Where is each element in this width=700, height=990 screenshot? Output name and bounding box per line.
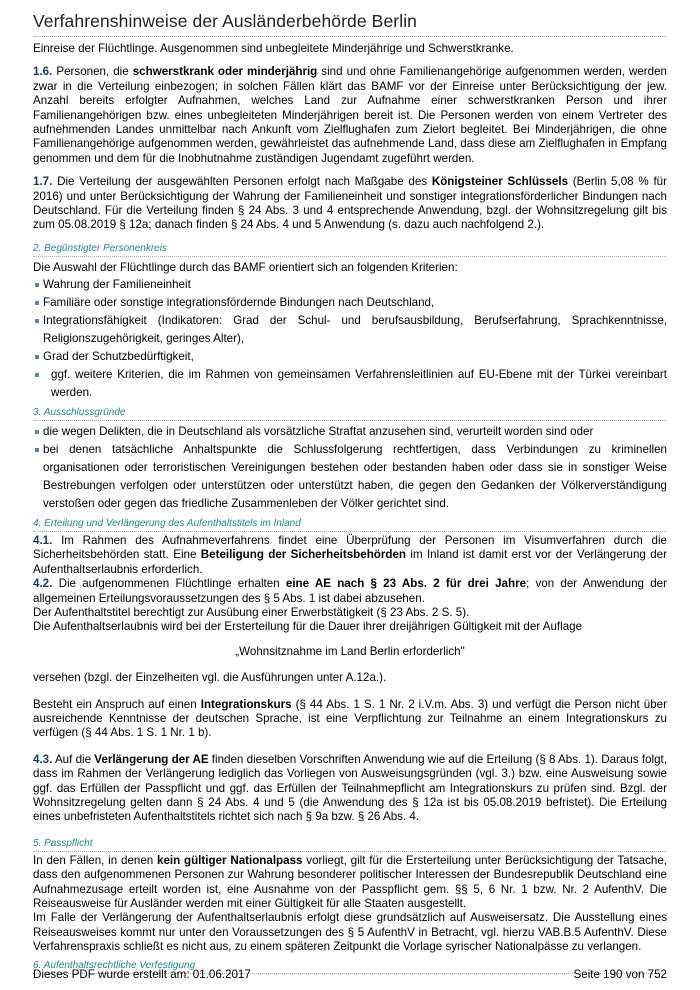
paragraph-1-6 — [33, 65, 667, 166]
text-run: Die aufgenommenen Flüchtlinge erhalten — [52, 577, 286, 591]
section-heading-5: 5. Passpflicht — [33, 837, 667, 852]
text-run: (§ 44 Abs. 1 S. 1 Nr. 2 i.V.m. Abs. 3) und verfügt die Person nicht über ausreichende Kenntnisse der deutschen Sprache, ist eine Verpflichtung zur Teilnahme an einem Integrationskurs zu verfügen (§ 44 Abs. 1 S. 1 Nr. 1 b). — [33, 697, 667, 740]
bold-run: Integrationskurs — [200, 697, 292, 711]
bold-run: schwerstkrank oder minderjährig — [132, 65, 318, 79]
bold-run: Beteiligung der Sicherheitsbehörden — [200, 548, 406, 562]
list-item: bei denen tatsächliche Anhaltspunkte die Schlussfolgerung rechtfertigen, dass Verbindungen zu kriminellen organisationen oder terroristischen Vereinigungen bestehen oder bestanden haben oder dass sie in sonstiger Weise Bestrebungen verfolgen oder unterstützen oder unterstützt haben, die gegen den Gedanken der Völkerverständigung verstoßen oder gegen das friedliche Zusammenleben der Völker gerichtet sind. — [33, 441, 667, 513]
list-item: die wegen Delikten, die in Deutschland als vorsätzliche Straftat anzusehen sind, verurteilt worden sind oder — [33, 423, 667, 441]
list-item: Integrationsfähigkeit (Indikatoren: Grad der Schul- und berufsausbildung, Berufserfahrung, Sprachkenntnisse, Religionszugehörigkeit, geringes Alter), — [33, 312, 667, 348]
text-run: (Berlin 5,08 % für 2016) und unter Berücksichtigung der Wahrung der Familieneinheit und sonstiger integrationsförderlicher Bindungen nach Deutschland. Für die Verteilung finden § 24 Abs. 3 und 4 entsprechende Anwendung, bzgl. der Wohnsitzregelung gilt bis zum 05.08.2019 § 12a; danach finden § 24 Abs. 4 und 5 Anwendung (s. dazu auch nachfolgend 2.). — [33, 175, 667, 232]
text-run: Im Rahmen des Aufnahmeverfahrens findet eine Überprüfung der Personen im Visumverfahren durch die Sicherheitsbehörden statt. Eine — [33, 533, 667, 562]
section-heading-2: 2. Begünstigter Personenkreis — [33, 242, 667, 257]
section-heading-4: 4. Erteilung und Verlängerung des Aufenthaltstitels im Inland — [33, 517, 667, 532]
text-run: vorliegt, gilt für die Ersterteilung unter Berücksichtigung der Tatsache, dass den aufgenommenen Personen zur Wahrung besonderer politischer Interessen der Bundesrepublik Deutschland eine Aufnahmezusage erteilt worden ist, eine Ausnahme von der Passpflicht gem. §§ 5, 6 Nr. 1 bzw. Nr. 2 AufenthV. Die Reiseausweise für Ausländer werden mit einer Gültigkeit für alle Staaten ausgestellt. — [33, 853, 667, 910]
intro-paragraph: Einreise der Flüchtlinge. Ausgenommen sind unbegleitete Minderjährige und Schwerstkranke. — [33, 42, 514, 55]
bold-run: Königsteiner Schlüssels — [431, 175, 569, 189]
list-item: Familiäre oder sonstige integrationsfördernde Bindungen nach Deutschland, — [33, 294, 667, 312]
integration-course-paragraph — [33, 698, 667, 741]
paragraph-number: 1.7. — [33, 175, 53, 189]
passport-paragraph-1 — [33, 854, 667, 912]
page-number: Seite 190 von 752 — [573, 968, 667, 981]
bold-run: Verlängerung der AE — [94, 752, 209, 766]
paragraph-4-2 — [33, 577, 667, 606]
document-body — [33, 42, 667, 976]
text-run: sind und ohne Familienangehörige aufgenommen werden, werden zwar in die Verteilung einbezogen; in solchen Fällen klärt das BAMF vor der Einreise unter Berücksichtigung der jew. Anzahl bereits erfolgter Aufnahmen, welches Land zur Aufnahme einer schwerstkranken Person und ihrer Familienangehörigen bzw. eines unbegleiteten Minderjährigen bereit ist. Die Personen werden von einem Vertreter des aufnehmenden Landes unmittelbar nach Ankunft vom Zielflughafen zum Zielort begleitet. Bei Minderjährigen, die ohne Familienangehörige aufgenommen werden, gewährleistet das aufnehmende Land, dass diese am Zielflughafen in Empfang genommen und dem für die Inobhutnahme zuständigen Jugendamt zugeführt werden. — [33, 65, 667, 165]
text-run: Auf die — [52, 752, 95, 766]
section-2-lead: Die Auswahl der Flüchtlinge durch das BAMF orientiert sich an folgenden Kriterien: — [33, 260, 458, 274]
list-item: Grad der Schutzbedürftigkeit, — [33, 348, 667, 366]
text-run: Besteht ein Anspruch auf einen — [33, 697, 201, 711]
criteria-list — [33, 276, 667, 402]
list-item: ggf. weitere Kriterien, die im Rahmen von gemeinsamen Verfahrensleitlinien auf EU-Ebene mit der Türkei vereinbart werden. — [33, 366, 667, 402]
work-permission-line: Der Aufenthaltstitel berechtigt zur Ausübung einer Erwerbstätigkeit (§ 23 Abs. 2 S. 5). — [33, 605, 470, 619]
paragraph-4-3 — [33, 753, 667, 825]
paragraph-number: 4.3. — [33, 752, 53, 766]
page-title: Verfahrenshinweise der Ausländerbehörde Berlin — [33, 11, 418, 31]
pdf-created-date: Dieses PDF wurde erstellt am: 01.06.2017 — [33, 968, 251, 981]
text-run: finden dieselben Vorschriften Anwendung wie auf die Erteilung (§ 8 Abs. 1). Daraus folgt, dass im Rahmen der Verlängerung lediglich das Vorliegen von Ausweisungsgründen (vgl. 3.) bzw. eine Ausweisung sowie ggf. das Erfüllen der Passpflicht und ggf. das Erfüllen der Teilnahmepflicht am Integrationskurs zu prüfen sind. Bzgl. der Wohnsitzregelung gelten dann § 24 Abs. 4 und 5 (die Anwendung des § 12a ist bis 05.08.2019 befristet). Die Erteilung eines unbefristeten Aufenthaltstitels richtet sich nach § 9a bzw. § 26 Abs. 4. — [33, 752, 667, 824]
text-run: Personen, die — [52, 65, 133, 79]
paragraph-4-1 — [33, 534, 667, 577]
residence-requirement-quote: „Wohnsitznahme im Land Berlin erforderlich" — [235, 644, 465, 658]
exclusion-list — [33, 423, 667, 513]
text-run: Die Verteilung der ausgewählten Personen erfolgt nach Maßgabe des — [52, 175, 432, 189]
residence-condition-line: Die Aufenthaltserlaubnis wird bei der Ersterteilung für die Dauer ihrer dreijährigen Gültigkeit mit der Auflage — [33, 620, 583, 634]
paragraph-1-7 — [33, 175, 667, 233]
list-item: Wahrung der Familieneinheit — [33, 276, 667, 294]
text-run: In den Fällen, in denen — [33, 853, 158, 867]
paragraph-number: 4.2. — [33, 577, 53, 591]
section-heading-6: 6. Aufenthaltsrechtliche Verfestigung — [33, 959, 667, 974]
paragraph-number: 1.6. — [33, 65, 53, 79]
bold-run: eine AE nach § 23 Abs. 2 für drei Jahre — [285, 577, 527, 591]
text-run: im Inland ist damit erst vor der Verlängerung der Aufenthaltserlaubnis erforderlich. — [33, 548, 667, 576]
bold-run: kein gültiger Nationalpass — [157, 853, 303, 867]
section-heading-3: 3. Ausschlussgründe — [33, 406, 667, 421]
after-quote-line: versehen (bzgl. der Einzelheiten vgl. die Ausführungen unter A.12a.). — [33, 671, 387, 685]
title-divider — [33, 36, 667, 37]
text-run: ; von der Anwendung der allgemeinen Erteilungsvoraussetzungen des § 5 Abs. 1 ist dabei abzusehen. — [33, 577, 667, 605]
paragraph-number: 4.1. — [33, 533, 53, 547]
passport-paragraph-2: Im Falle der Verlängerung der Aufenthaltserlaubnis erfolgt diese grundsätzlich auf Ausweisersatz. Die Ausstellung eines Reiseausweises kommt nur unter den Voraussetzungen des § 5 AufenthV in Betracht, vgl. hierzu VAB.B.5 AufenthV. Diese Verfahrenspraxis schließt es nicht aus, zu einem späteren Zeitpunkt die Vorlage syrischer Nationalpässe zu verlangen. — [33, 911, 667, 954]
